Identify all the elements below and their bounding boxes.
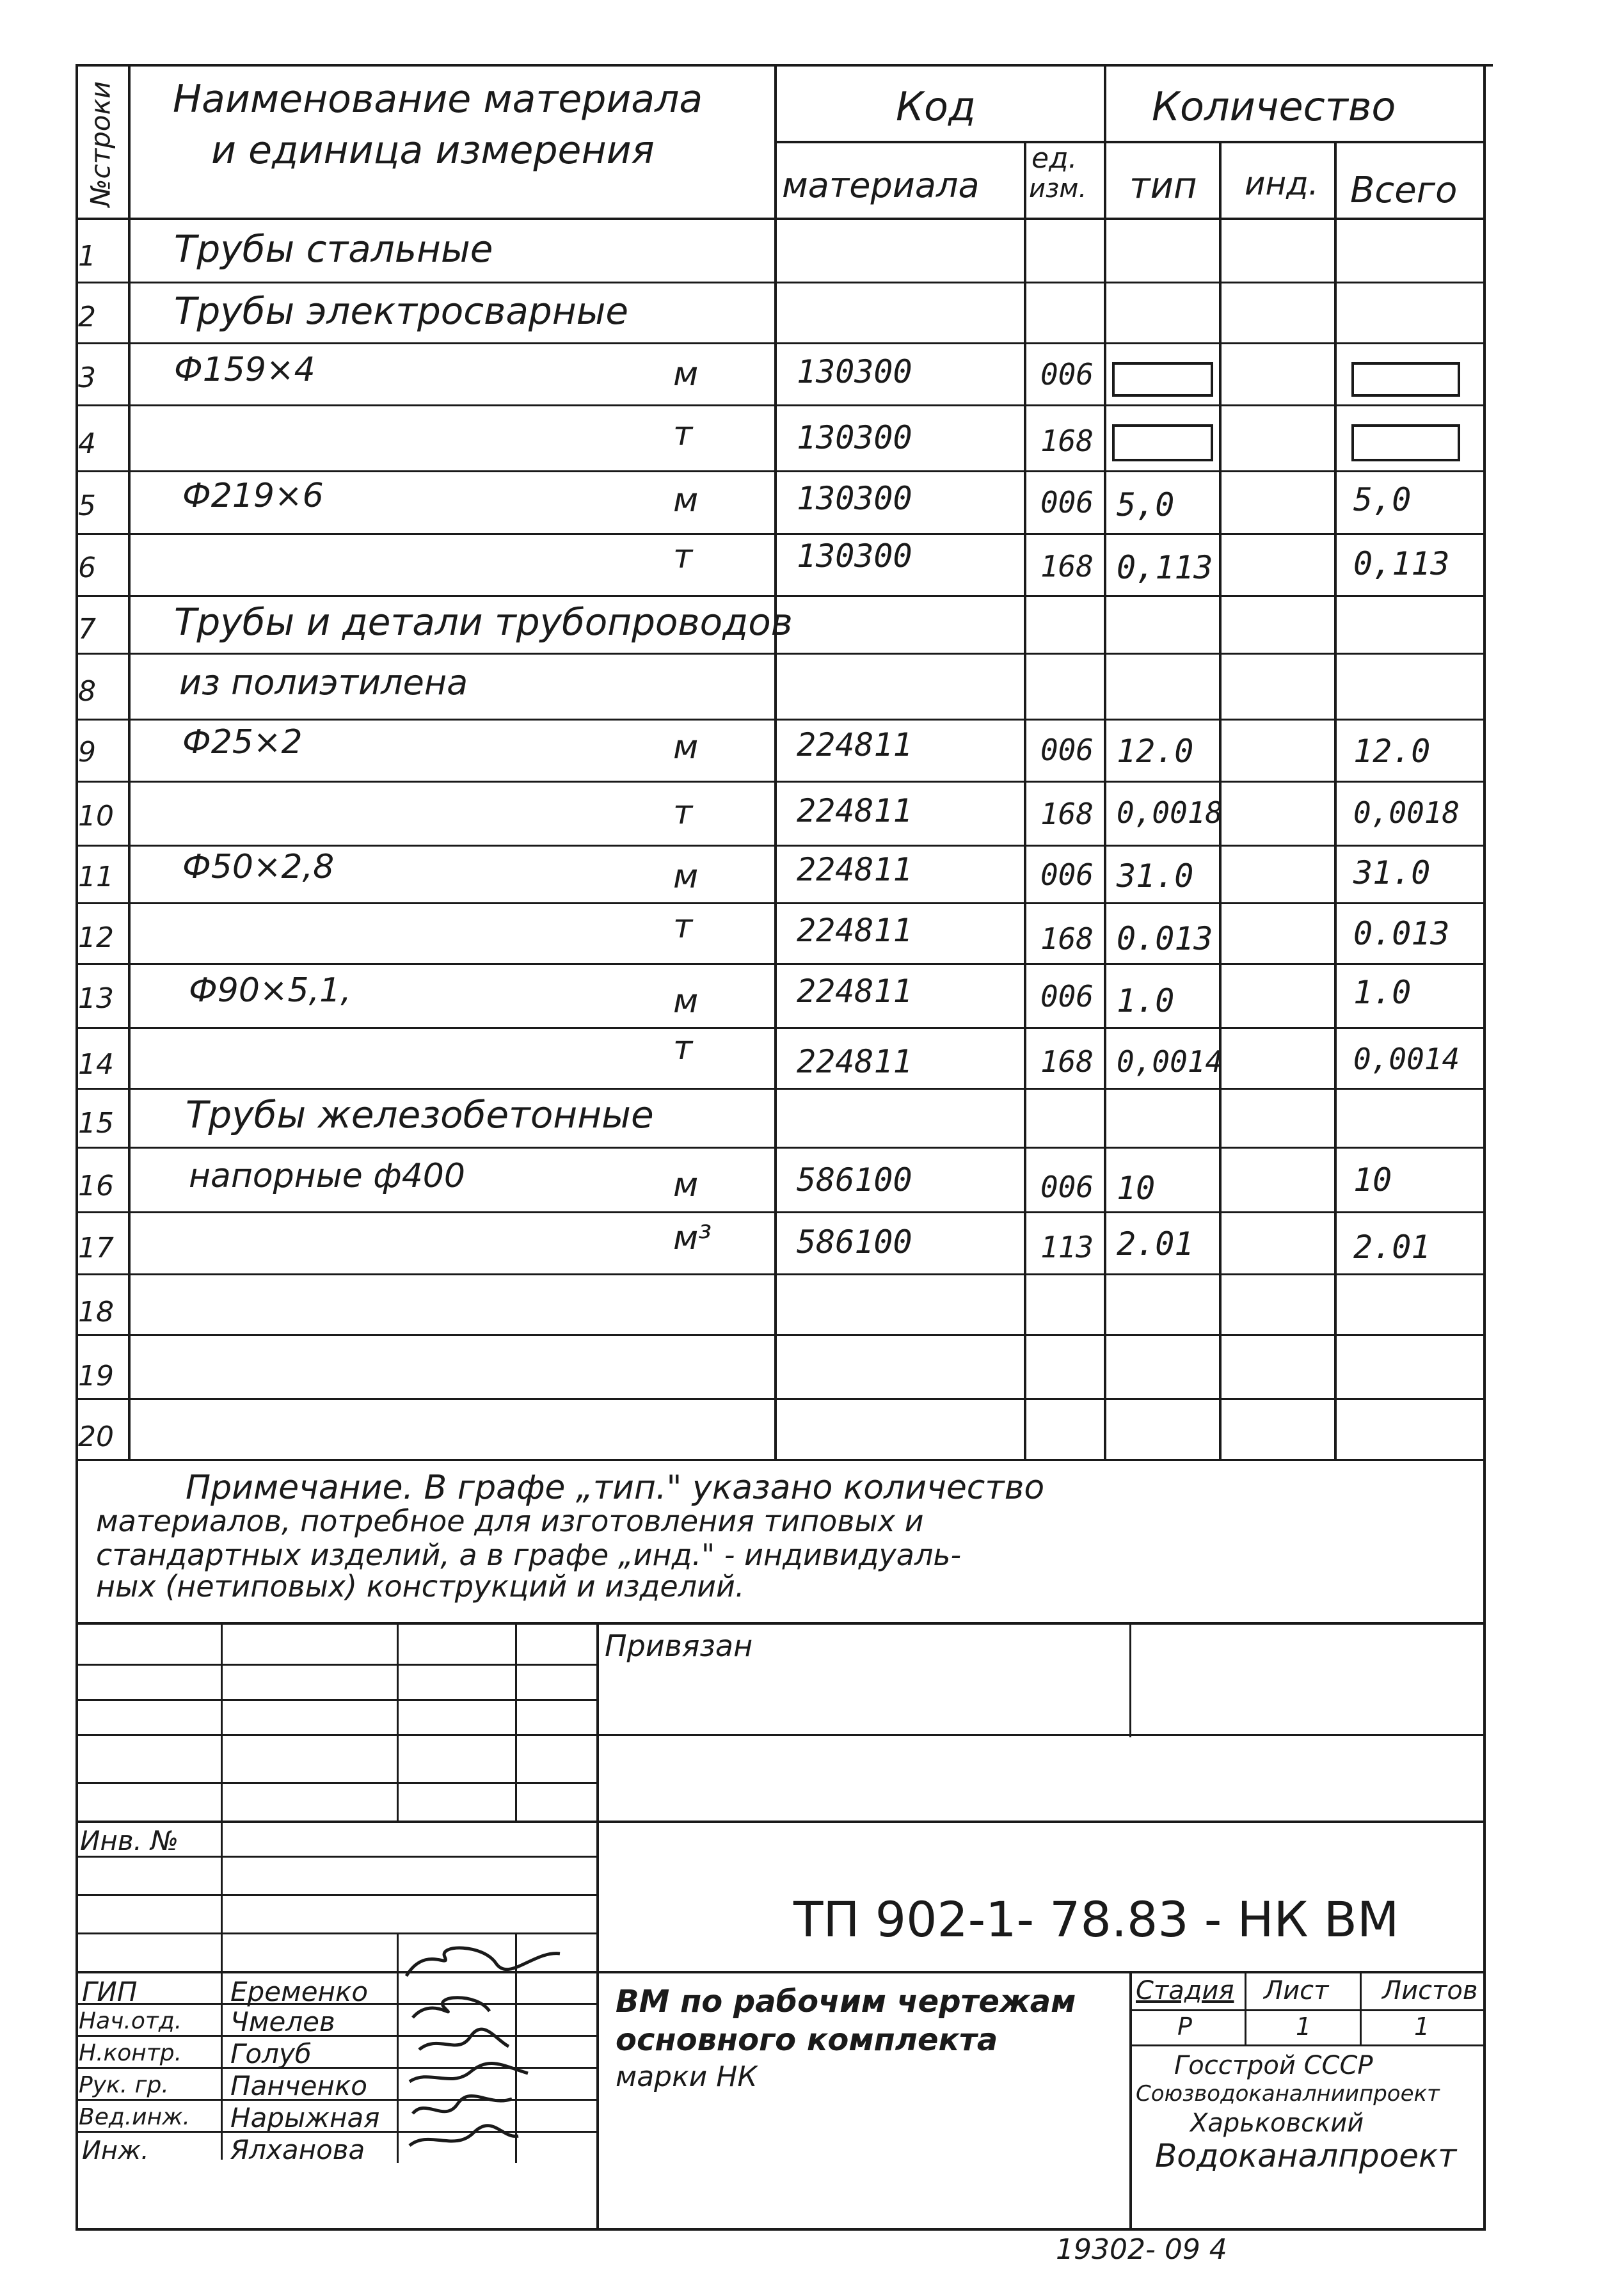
row-unit: т [673, 793, 693, 832]
row-typ-value: 31.0 [1117, 857, 1194, 895]
empty-value-box [1112, 424, 1213, 461]
material-subheader: материала [782, 165, 980, 205]
row-number: 18 [78, 1296, 114, 1328]
row-typ-value: 0,113 [1117, 549, 1213, 586]
code-header: Код [896, 83, 976, 130]
name-header-line2: и единица измерения [211, 128, 655, 173]
sheet-value: 1 [1296, 2012, 1312, 2041]
row-name: напорные ф400 [189, 1157, 465, 1195]
org-line4: Водоканалпроект [1155, 2137, 1457, 2174]
row-number: 17 [78, 1232, 114, 1264]
row-number: 14 [78, 1048, 114, 1081]
row-material-code: 586100 [797, 1223, 912, 1261]
org-line1: Госстрой СССР [1174, 2051, 1373, 2080]
row-number: 5 [78, 490, 96, 522]
typ-subheader: тип [1129, 165, 1197, 207]
row-unit-code: 168 [1040, 549, 1094, 584]
row-material-code: 224811 [797, 912, 912, 949]
row-unit: т [673, 907, 693, 946]
row-unit-code: 006 [1040, 979, 1094, 1014]
row-typ-value: 0,0018 [1117, 795, 1223, 830]
row-name: Ф50×2,8 [182, 848, 335, 886]
row-total-value: 12.0 [1353, 733, 1431, 770]
signature-role: Н.контр. [79, 2040, 182, 2066]
row-number: 11 [78, 861, 114, 893]
frame-right [1483, 64, 1486, 2230]
signature-role: Нач.отд. [79, 2008, 182, 2034]
row-unit: т [673, 415, 693, 453]
row-total-value: 0,0014 [1353, 1042, 1460, 1076]
row-name: Трубы стальные [174, 227, 493, 271]
row-number: 19 [78, 1360, 114, 1392]
row-name: Трубы и детали трубопроводов [174, 600, 793, 644]
row-total-value: 31.0 [1353, 854, 1431, 891]
note-line1: Примечание. В графе „тип." указано количество [186, 1469, 1045, 1507]
row-typ-value: 12.0 [1117, 733, 1194, 770]
row-unit: м [673, 982, 699, 1021]
signature-role: Рук. гр. [79, 2072, 169, 2098]
signature-name: Ялханова [230, 2134, 365, 2165]
note-line2: материалов, потребное для изготовления типовых и [96, 1504, 924, 1538]
row-number: 16 [78, 1170, 114, 1202]
row-number-header: №строки [84, 81, 116, 207]
signature-role: Инж. [82, 2136, 149, 2165]
signature-name: Нарыжная [230, 2102, 380, 2133]
row-name: Трубы электросварные [174, 289, 629, 333]
total-subheader: Всего [1350, 170, 1458, 211]
row-unit-code: 168 [1040, 797, 1094, 831]
frame-bottom [76, 2228, 1486, 2231]
row-material-code: 130300 [797, 353, 912, 390]
row-number: 1 [78, 240, 96, 273]
row-typ-value: 0,0014 [1117, 1044, 1223, 1079]
row-unit-code: 168 [1040, 424, 1094, 458]
ind-subheader: инд. [1245, 165, 1319, 202]
row-number: 7 [78, 613, 96, 646]
row-number: 2 [78, 301, 96, 333]
handwritten-signatures [400, 1931, 592, 2162]
row-unit: т [673, 538, 693, 576]
row-material-code: 224811 [797, 851, 912, 888]
row-total-value: 2.01 [1353, 1229, 1431, 1266]
row-material-code: 130300 [797, 538, 912, 575]
document-title-line1: ВМ по рабочим чертежам [616, 1984, 1076, 2020]
row-typ-value: 5,0 [1117, 486, 1175, 523]
row-unit: м [673, 728, 699, 767]
unit-subheader-line1: ед. [1031, 142, 1078, 175]
row-name: Ф90×5,1, [189, 971, 351, 1010]
row-typ-value: 0.013 [1117, 920, 1213, 957]
row-unit: т [673, 1029, 693, 1067]
row-total-value: 0,113 [1353, 545, 1450, 582]
org-line2: Союзводоканалниипроект [1136, 2081, 1440, 2107]
row-number: 4 [78, 427, 96, 460]
row-material-code: 224811 [797, 973, 912, 1010]
row-material-code: 224811 [797, 726, 912, 763]
row-unit-code: 006 [1040, 357, 1094, 392]
row-unit-code: 006 [1040, 857, 1094, 892]
row-unit: м [673, 857, 699, 896]
row-unit: м [673, 481, 699, 520]
document-title-line2: основного комплекта [616, 2022, 998, 2058]
row-material-code: 224811 [797, 792, 912, 829]
note-line4: ных (нетиповых) конструкций и изделий. [96, 1569, 745, 1604]
row-material-code: 586100 [797, 1161, 912, 1199]
row-typ-value: 10 [1117, 1170, 1156, 1207]
stage-label: Стадия [1136, 1976, 1234, 2005]
empty-value-box [1351, 362, 1460, 397]
privyazan-label: Привязан [605, 1629, 753, 1663]
inv-number-label: Инв. № [80, 1825, 179, 1856]
row-total-value: 0.013 [1353, 915, 1450, 952]
row-total-value: 1.0 [1353, 974, 1412, 1011]
row-number: 20 [78, 1421, 114, 1453]
row-typ-value: 2.01 [1117, 1225, 1194, 1263]
row-number: 9 [78, 736, 96, 769]
row-unit-code: 006 [1040, 733, 1094, 767]
row-number: 15 [78, 1107, 114, 1140]
row-name: Трубы железобетонные [186, 1093, 654, 1136]
signature-role: Вед.инж. [79, 2104, 190, 2130]
empty-value-box [1112, 362, 1213, 397]
row-number: 12 [78, 921, 114, 954]
row-number: 10 [78, 800, 114, 833]
sheet-label: Лист [1264, 1976, 1329, 2005]
row-unit-code: 113 [1040, 1230, 1094, 1264]
signature-name: Панченко [230, 2070, 367, 2101]
sheets-label: Листов [1382, 1976, 1478, 2005]
signature-name: Еременко [230, 1976, 369, 2007]
row-number: 13 [78, 982, 114, 1015]
unit-subheader-line2: изм. [1029, 174, 1087, 203]
row-number: 6 [78, 552, 96, 584]
signature-name: Голуб [230, 2038, 312, 2069]
sheets-value: 1 [1414, 2012, 1430, 2041]
stage-value: Р [1177, 2012, 1192, 2041]
row-unit: м³ [673, 1219, 712, 1257]
row-number: 8 [78, 675, 96, 708]
row-total-value: 5,0 [1353, 481, 1412, 518]
quantity-header: Количество [1152, 83, 1396, 130]
row-number: 3 [78, 362, 96, 394]
row-material-code: 130300 [797, 419, 912, 456]
row-typ-value: 1.0 [1117, 982, 1175, 1019]
document-title-line3: марки НК [616, 2060, 758, 2093]
row-total-value: 0,0018 [1353, 795, 1460, 830]
row-unit-code: 168 [1040, 921, 1094, 956]
row-name: Ф159×4 [174, 351, 315, 389]
frame-top [76, 64, 1493, 67]
row-unit: м [673, 355, 699, 394]
row-unit-code: 006 [1040, 485, 1094, 520]
row-total-value: 10 [1353, 1161, 1392, 1199]
empty-value-box [1351, 424, 1460, 461]
row-name: Ф219×6 [182, 477, 324, 515]
row-unit: м [673, 1166, 699, 1204]
footer-number: 19302- 09 4 [1056, 2233, 1227, 2266]
row-material-code: 224811 [797, 1043, 912, 1080]
document-code: ТП 902-1- 78.83 - НК ВМ [793, 1891, 1399, 1948]
signature-name: Чмелев [230, 2006, 335, 2037]
row-name: из полиэтилена [179, 662, 468, 703]
signature-role: ГИП [82, 1976, 138, 2007]
row-name: Ф25×2 [182, 723, 303, 761]
row-unit-code: 006 [1040, 1170, 1094, 1204]
row-material-code: 130300 [797, 480, 912, 517]
row-unit-code: 168 [1040, 1044, 1094, 1079]
note-line3: стандартных изделий, а в графе „инд." - индивидуаль- [96, 1538, 962, 1572]
name-header-line1: Наименование материала [173, 77, 703, 122]
org-line3: Харьковский [1190, 2108, 1364, 2138]
